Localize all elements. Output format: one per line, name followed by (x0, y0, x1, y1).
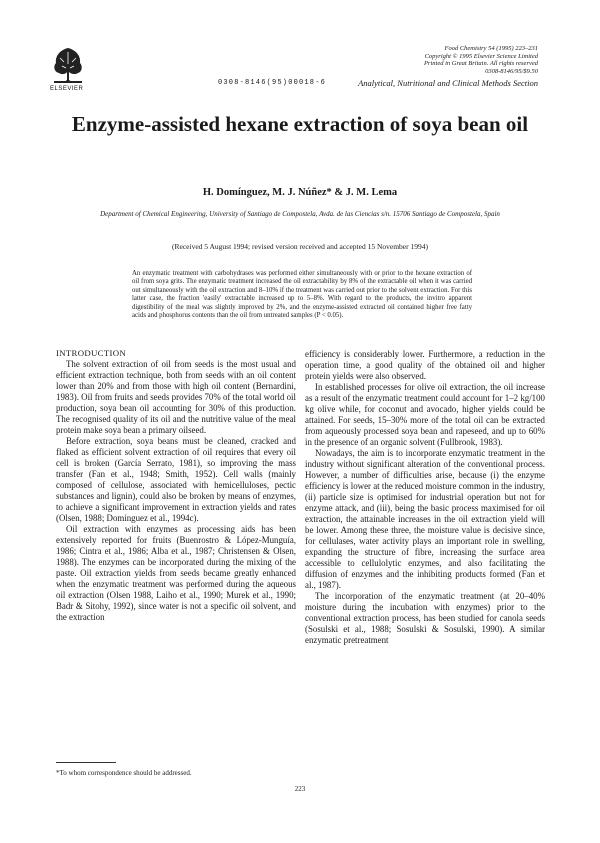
paragraph: efficiency is considerably lower. Furthermore, a reduction in the operation time, a good quality of the obtained oil and higher protein yields were also observed. (305, 349, 545, 381)
paragraph: Nowadays, the aim is to incorporate enzymatic treatment in the industry without significant alteration of the conventional process. However, a number of difficulties arise, because (i) the enzyme efficiency is lower at the reduced moisture common in the industry, (ii) particle size is optimised for industrial operation but not for enzyme attack, and (iii), being the basic process maximised for oil extraction, the attainable increases in the oil extraction yield will be lower. Among these three, the moisture value is decisive since, for cellulases, water activity plays an important role in swelling, expanding the structure of fibre, increasing the surface area accessible to cellulolytic enzymes, and also facilitating the diffusion of enzymes and the inhibiting products formed (Fan et al., 1987). (305, 448, 545, 590)
paragraph: The solvent extraction of oil from seeds is the most usual and efficient extraction technique, both from seeds with an oil content lower than 20% and from those with high oil content (Bernardini, 1983). Oil from fruits and seeds provides 70% of the total world oil production, soya bean oil accounting for 30% of this production. The recognised quality of its oil and the nutritive value of the meal protein make soya bean a primary oilseed. (56, 359, 296, 435)
affiliation: Department of Chemical Engineering, University of Santiago de Compostela, Avda. de las Ciencias s/n. 15706 Santiago de Compostela, Spain (100, 210, 500, 218)
publisher-name: ELSEVIER (50, 86, 84, 92)
right-column (305, 349, 545, 646)
elsevier-tree-icon (50, 44, 86, 84)
paragraph: Oil extraction with enzymes as processing aids has been extensively reported for fruits (Buenrostro & López-Munguía, 1986; Cintra et al., 1986; Alba et al., 1987; Christensen & Olsen, 1988). The enzymes can be incorporated during the mixing of the paste. Oil extraction yields from seeds became greatly enhanced when the enzymatic treatment was performed during the aqueous oil extraction (Olsen 1988, Laiho et al., 1990; Murek et al., 1990; Badr & Sitohy, 1992), since water is not a specific oil solvent, and the extraction (56, 524, 296, 622)
footnote: *To whom correspondence should be addressed. (56, 769, 192, 777)
article-title: Enzyme-assisted hexane extraction of soya bean oil (71, 112, 529, 136)
section-name: Analytical, Nutritional and Clinical Methods Section (358, 78, 538, 88)
copyright-line: Copyright © 1995 Elsevier Science Limited (424, 52, 538, 60)
footnote-rule (56, 762, 116, 763)
received-dates: (Received 5 August 1994; revised version received and accepted 15 November 1994) (172, 242, 428, 251)
paragraph: Before extraction, soya beans must be cleaned, cracked and flaked as efficient solvent extraction of oil requires that every oil cell is broken (García Serrato, 1981), so improving the mass transfer (Fan et al., 1948; Smith, 1952). Cell walls (mainly composed of cellulose, associated with hemicelluloses, pectic substances and lignin), could also be broken by means of enzymes, to achieve a significant improvement in extraction yields and rates (Olsen, 1988; Domínguez et al., 1994c). (56, 436, 296, 523)
issn-price: 0308-8146/95/$9.50 (485, 67, 538, 75)
paragraph: In established processes for olive oil extraction, the oil increase as a result of the enzymatic treatment could account for 1–2 kg/100 kg olive while, for coconut and avocado, higher yields could be attained. For seeds, 15–30% more of the total oil can be extracted from aqueously processed soya bean and rapeseed, and up to 60% in the presence of an organic solvent (Fullbrook, 1983). (305, 382, 545, 447)
printed-line: Printed in Great Britain. All rights reserved (423, 60, 538, 68)
elsevier-logo (50, 44, 86, 92)
journal-info (338, 45, 538, 75)
abstract: An enzymatic treatment with carbohydrases was performed either simultaneously with or prior to the hexane extraction of oil from soya grits. The enzymatic treatment increased the oil extractability by 8% of the extractable oil when it was carried out simultaneously with the oil extraction and 8–10% if the treatment was carried out prior to the solvent extraction. For this latter case, the fraction 'easily' extractable increased up to 5–8%. With regard to the products, the invitro apparent digestibility of the meal was slightly improved by 2%, and the enzyme-assisted extracted oil contained higher free fatty acids and phosphorus contents than the oil from untreated samples (P < 0.05). (132, 270, 472, 320)
page-number: 223 (294, 785, 306, 793)
journal-citation: Food Chemistry 54 (1995) 223–231 (444, 45, 538, 52)
section-heading: INTRODUCTION (56, 348, 127, 358)
paragraph: The incorporation of the enzymatic treatment (at 20–40% moisture during the incubation with enzymes) prior to the conventional extraction process, has been studied for canola seeds (Sosulski et al., 1988; Sosulski & Sosulski, 1990). A similar enzymatic pretreatment (305, 591, 545, 645)
article-code: 0308-8146(95)00018-6 (218, 79, 327, 87)
left-column (56, 348, 296, 623)
authors: H. Domínguez, M. J. Núñez* & J. M. Lema (202, 187, 398, 198)
